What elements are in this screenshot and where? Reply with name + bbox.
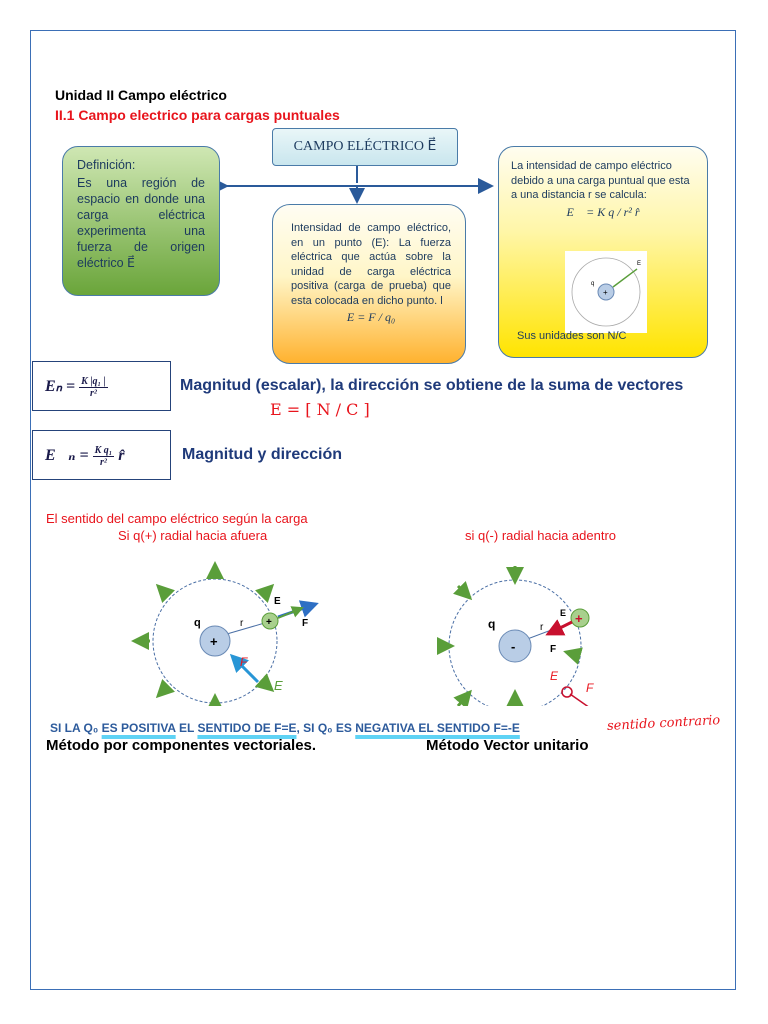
intensity-formula: E = F / q₀ <box>346 310 396 324</box>
direction-intro: El sentido del campo eléctrico según la carga <box>46 511 308 526</box>
svg-text:-: - <box>511 639 516 654</box>
units-text: Sus unidades son N/C <box>517 329 627 342</box>
mini-charge-diagram <box>565 251 647 333</box>
svg-text:q: q <box>194 617 201 629</box>
svg-text:+: + <box>210 634 218 649</box>
definition-box <box>62 146 220 296</box>
svg-text:F: F <box>586 681 594 695</box>
eq1-lhs: Eₙ = <box>45 378 76 396</box>
svg-text:F: F <box>550 644 557 655</box>
unit-heading: Unidad II Campo eléctrico <box>55 87 227 103</box>
svg-text:E: E <box>550 669 559 683</box>
rule-part-5: , SI Q₀ ES <box>296 721 356 735</box>
handwritten-units: E = [ N / C ] <box>270 400 370 419</box>
components-method-heading: Método por componentes vectoriales. <box>46 737 317 754</box>
svg-text:+: + <box>575 611 583 626</box>
svg-text:F: F <box>302 618 309 629</box>
svg-text:r: r <box>240 618 244 629</box>
eq2-numerator: K q₁ <box>94 445 113 456</box>
eq2-denominator: r² <box>99 457 107 468</box>
svg-text:+: + <box>266 617 272 628</box>
electric-field-title-box: CAMPO ELÉCTRICO E⃗ <box>272 128 458 166</box>
rule-part-positive: ES POSITIVA <box>101 721 176 735</box>
svg-text:+: + <box>603 288 608 297</box>
point-charge-text: La intensidad de campo eléctrico debido a una carga puntual que esta a una distancia r se calcula: <box>511 160 690 201</box>
svg-text:E: E <box>560 608 567 618</box>
svg-text:r: r <box>540 622 544 633</box>
negative-charge-diagram <box>430 556 650 706</box>
rule-part-negative: NEGATIVA EL SENTIDO F=-E <box>355 721 520 735</box>
magnitude-equation-box <box>32 361 171 411</box>
svg-text:F: F <box>240 655 248 669</box>
vector-equation-box <box>32 430 171 480</box>
eq1-denominator: r² <box>90 388 97 399</box>
svg-text:q: q <box>488 617 496 631</box>
vector-description: Magnitud y dirección <box>182 446 343 463</box>
definition-heading: Definición: <box>77 158 136 172</box>
definition-text: Es una región de espacio en donde una carga eléctrica experimenta una fuerza de origen eléctrico E⃗ <box>77 176 205 270</box>
positive-charge-diagram <box>120 556 320 706</box>
eq1-numerator: K |q₁ | <box>81 376 106 387</box>
sign-rule-sentence <box>50 721 520 735</box>
rule-part-1: SI LA Q₀ <box>50 721 102 735</box>
svg-text:E: E <box>637 261 642 267</box>
point-charge-box <box>498 146 708 358</box>
positive-direction-text: Si q(+) radial hacia afuera <box>118 528 268 543</box>
magnitude-description: Magnitud (escalar), la dirección se obtiene de la suma de vectores <box>180 377 684 394</box>
rule-part-3: EL <box>175 721 198 735</box>
negative-direction-text: si q(-) radial hacia adentro <box>465 528 617 543</box>
handwritten-opposite-note: sentido contrario <box>606 713 721 734</box>
rule-part-sense-equal: SENTIDO DE F=E <box>197 721 297 735</box>
svg-text:E: E <box>274 596 281 607</box>
svg-text:E: E <box>274 678 283 693</box>
intensity-box <box>272 204 466 364</box>
unit-vector-method-heading: Método Vector unitario <box>426 737 589 754</box>
eq2-unit-vector: r̂ <box>118 447 125 465</box>
point-charge-formula: E⃗ = K q / r² r̂ <box>566 204 640 219</box>
intensity-text: Intensidad de campo eléctrico, en un punto (E): La fuerza eléctrica que actúa sobre la unidad de carga eléctrica positiva (carga de prueba) que esta colocada en dicho punto. l <box>291 222 451 307</box>
eq2-lhs: E⃗ₙ = <box>45 447 89 465</box>
section-subtitle: II.1 Campo electrico para cargas puntuales <box>55 107 340 123</box>
svg-text:q: q <box>591 281 595 287</box>
